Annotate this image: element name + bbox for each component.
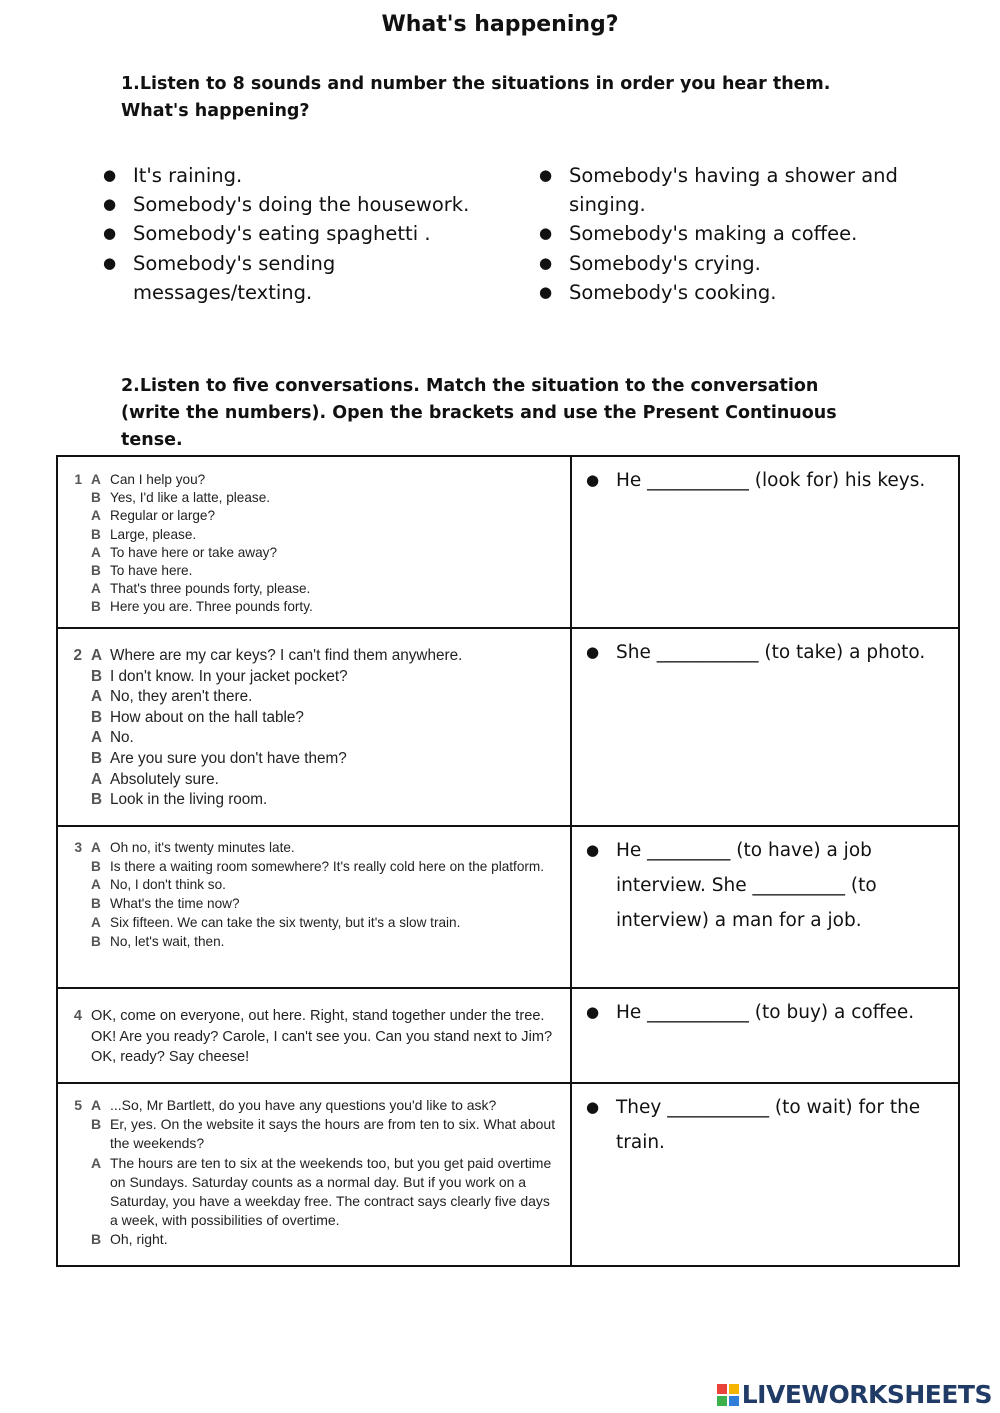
conversation-number	[68, 728, 82, 749]
speaker-label: B	[91, 858, 101, 874]
conversation-cell	[57, 628, 571, 826]
table-row	[57, 826, 959, 988]
list-item: ● Somebody's doing the housework.	[103, 190, 483, 219]
instruction-1: 1.Listen to 8 sounds and number the situations in order you hear them. What's happening?	[121, 74, 831, 121]
conversation-number	[68, 876, 82, 895]
table-row	[57, 1083, 959, 1266]
conversation-number	[68, 562, 82, 580]
dialogue-text: Er, yes. On the website it says the hours are from ten to six. What about the weekends?	[110, 1116, 556, 1152]
dialogue-line	[68, 646, 558, 667]
table-row	[57, 456, 959, 628]
task-cell	[571, 456, 959, 628]
conversation-number	[68, 598, 82, 616]
dialogue-line	[68, 728, 558, 749]
conversation-number	[68, 858, 82, 877]
conversation-number	[68, 580, 82, 598]
task-sentence: He ___________ (look for) his keys.	[616, 470, 926, 491]
dialogue-line	[68, 580, 558, 598]
dialogue-text: The hours are ten to six at the weekends too, but you get paid overtime on Sundays. Saturday counts as a normal day. But if you work on a Saturday, you have a weekday free. The contract says clearly five days a week, with possibilities of overtime.	[110, 1154, 552, 1229]
dialogue-text: Where are my car keys? I can't find them anywhere.	[110, 647, 463, 664]
speaker-label: A	[91, 914, 101, 930]
dialogue-text: To have here or take away?	[110, 544, 278, 560]
speaker-label: B	[91, 933, 101, 949]
dialogue-line	[68, 1006, 558, 1068]
speaker-label: A	[91, 472, 101, 487]
conversation-number	[68, 790, 82, 811]
conversation-number	[68, 1154, 82, 1231]
instruction-2: 2.Listen to five conversations. Match the situation to the conversation (write the numbers). Open the brackets and use the Present Continuous tense.	[121, 376, 837, 450]
list-item: ● Somebody's making a coffee.	[539, 219, 919, 248]
liveworksheets-logo	[717, 1380, 992, 1409]
dialogue-line	[68, 1115, 558, 1153]
bullet-icon: ●	[586, 471, 600, 489]
task-sentence: He ___________ (to buy) a coffee.	[616, 1002, 915, 1023]
speaker-label: B	[91, 1116, 102, 1133]
dialogue-text: Six fifteen. We can take the six twenty, but it's a slow train.	[110, 914, 461, 930]
list-item: ● Somebody's crying.	[539, 249, 919, 278]
logo-mark-icon	[717, 1384, 739, 1406]
conversation-number	[68, 667, 82, 688]
dialogue-line	[68, 667, 558, 688]
task-sentence: They ___________ (to wait) for the train.	[616, 1097, 921, 1153]
dialogue-text: Is there a waiting room somewhere? It's really cold here on the platform.	[110, 858, 545, 874]
dialogue-line	[68, 507, 558, 525]
dialogue-text: How about on the hall table?	[110, 708, 304, 726]
dialogue-text: ...So, Mr Bartlett, do you have any questions you'd like to ask?	[110, 1097, 497, 1113]
dialogue-text: Look in the living room.	[110, 791, 268, 809]
bullet-icon: ●	[586, 1098, 600, 1116]
list-item: ● It's raining.	[103, 161, 483, 190]
dialogue-text: Here you are. Three pounds forty.	[110, 599, 313, 615]
speaker-label: B	[91, 599, 101, 615]
conversation-number	[68, 687, 82, 708]
dialogue-text: OK, come on everyone, out here. Right, stand together under the tree. OK! Are you ready? Carole, I can't see you. Can you stand next to Jim? OK, ready? Say cheese!	[91, 1008, 553, 1065]
dialogue-line	[68, 489, 558, 507]
situations-left-list	[103, 161, 483, 307]
conversation-cell	[57, 826, 571, 988]
dialogue-line	[68, 790, 558, 811]
task-cell	[571, 988, 959, 1083]
speaker-label: B	[91, 791, 103, 809]
speaker-label: A	[91, 729, 103, 747]
dialogue-line	[68, 544, 558, 562]
dialogue-text: No, I don't think so.	[110, 877, 226, 893]
speaker-label: A	[91, 647, 103, 664]
dialogue-text: Regular or large?	[110, 508, 216, 524]
conversation-cell	[57, 1083, 571, 1266]
conversation-number	[68, 933, 82, 952]
dialogue-text: Can I help you?	[110, 472, 206, 487]
conversation-cell	[57, 988, 571, 1083]
dialogue-line	[68, 471, 558, 489]
list-item: ● Somebody's sending messages/texting.	[103, 249, 483, 307]
dialogue-text: No, let's wait, then.	[110, 933, 225, 949]
dialogue-text: Oh no, it's twenty minutes late.	[110, 840, 295, 855]
dialogue-line	[68, 858, 558, 877]
page-title: What's happening?	[381, 12, 619, 37]
bullet-icon: ●	[586, 643, 600, 661]
list-item: ● Somebody's eating spaghetti .	[103, 219, 483, 248]
speaker-label: A	[91, 840, 101, 855]
conversation-table	[56, 455, 960, 1267]
task-cell	[571, 826, 959, 988]
conversation-number	[68, 770, 82, 791]
conversation-number: 3	[74, 840, 82, 855]
dialogue-line	[68, 770, 558, 791]
speaker-label: A	[91, 581, 101, 597]
list-item: ● Somebody's cooking.	[539, 278, 919, 307]
dialogue-text: Absolutely sure.	[110, 770, 219, 788]
dialogue-line	[68, 1154, 558, 1231]
dialogue-line	[68, 708, 558, 729]
dialogue-line	[68, 895, 558, 914]
conversation-number: 1	[74, 472, 82, 487]
dialogue-line	[68, 876, 558, 895]
speaker-label: B	[91, 667, 103, 685]
bullet-icon: ●	[586, 1003, 600, 1021]
speaker-label: A	[91, 1097, 102, 1113]
speaker-label: B	[91, 563, 101, 579]
speaker-label: A	[91, 1154, 102, 1171]
conversation-number	[68, 895, 82, 914]
conversation-cell	[57, 456, 571, 628]
logo-text: LIVEWORKSHEETS	[741, 1380, 992, 1409]
conversation-number	[68, 489, 82, 507]
table-row	[57, 628, 959, 826]
dialogue-line	[68, 598, 558, 616]
speaker-label: A	[91, 544, 101, 560]
task-cell	[571, 628, 959, 826]
conversation-number	[68, 914, 82, 933]
speaker-label: B	[91, 708, 103, 726]
task-cell	[571, 1083, 959, 1266]
speaker-label: B	[91, 490, 101, 506]
dialogue-line	[68, 526, 558, 544]
dialogue-line	[68, 1230, 558, 1249]
dialogue-text: No.	[110, 729, 134, 747]
dialogue-text: Yes, I'd like a latte, please.	[110, 490, 271, 506]
dialogue-line	[68, 749, 558, 770]
speaker-label: B	[91, 526, 101, 542]
bullet-icon: ●	[586, 841, 600, 859]
situations-right-list	[539, 161, 919, 307]
speaker-label: B	[91, 896, 101, 912]
conversation-number: 2	[73, 647, 82, 664]
dialogue-line	[68, 914, 558, 933]
conversation-number	[68, 507, 82, 525]
dialogue-text: That's three pounds forty, please.	[110, 581, 311, 597]
speaker-label: B	[91, 749, 103, 767]
task-sentence: He _________ (to have) a job interview. She __________ (to interview) a man for a job.	[616, 840, 877, 931]
table-row	[57, 988, 959, 1083]
dialogue-line	[68, 839, 558, 858]
dialogue-line	[68, 562, 558, 580]
speaker-label: A	[91, 770, 103, 788]
dialogue-text: No, they aren't there.	[110, 688, 253, 706]
dialogue-line	[68, 687, 558, 708]
dialogue-text: I don't know. In your jacket pocket?	[110, 667, 348, 685]
speaker-label: A	[91, 688, 103, 706]
task-sentence: She ___________ (to take) a photo.	[616, 642, 926, 663]
speaker-label: A	[91, 508, 101, 524]
list-item: ● Somebody's having a shower and singing.	[539, 161, 919, 219]
dialogue-text: Large, please.	[110, 526, 197, 542]
dialogue-text: To have here.	[110, 563, 193, 579]
conversation-number	[68, 1115, 82, 1153]
dialogue-text: Oh, right.	[110, 1231, 168, 1248]
conversation-number	[68, 526, 82, 544]
conversation-number: 5	[74, 1097, 82, 1113]
dialogue-text: Are you sure you don't have them?	[110, 749, 347, 767]
conversation-number	[68, 708, 82, 729]
dialogue-line	[68, 933, 558, 952]
dialogue-text: What's the time now?	[110, 896, 240, 912]
conversation-number	[68, 1230, 82, 1249]
speaker-label: A	[91, 877, 101, 893]
conversation-number	[68, 544, 82, 562]
conversation-number: 4	[73, 1008, 82, 1024]
dialogue-line	[68, 1096, 558, 1115]
conversation-number	[68, 749, 82, 770]
speaker-label: B	[91, 1231, 102, 1248]
